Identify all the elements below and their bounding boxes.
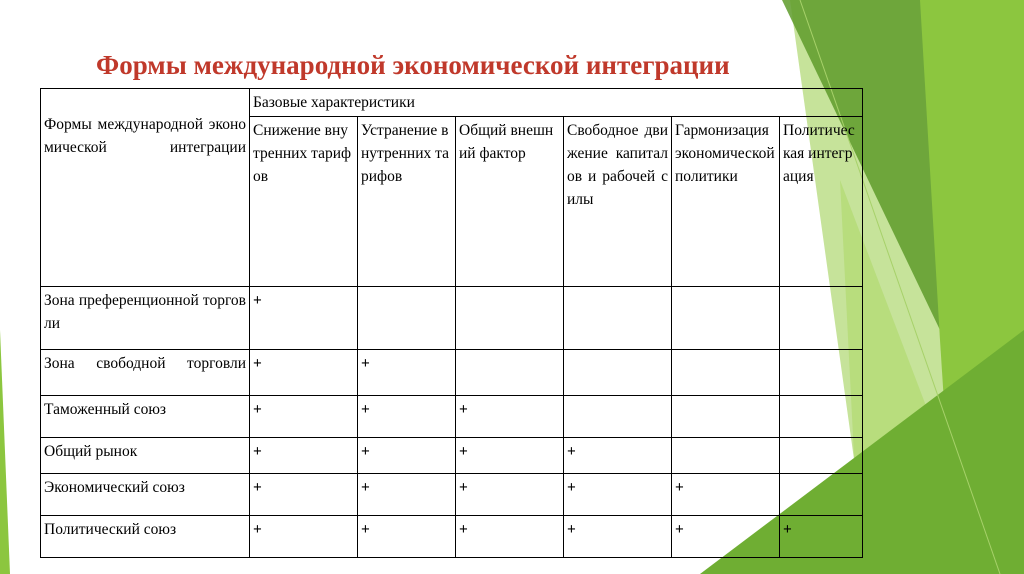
mark-cell: + [250,396,358,438]
mark-cell: + [456,396,564,438]
mark-cell: + [250,516,358,558]
mark-cell [564,350,672,396]
column-header: Устранение внутренних тарифов [358,117,456,287]
row-label: Общий рынок [41,438,250,474]
mark-cell: + [456,438,564,474]
mark-cell [564,287,672,350]
mark-cell: + [780,516,863,558]
mark-cell: + [672,474,780,516]
row-label: Зона преференционной торговли [41,287,250,350]
row-label: Зона свободной торговли [41,350,250,396]
row-label: Экономический союз [41,474,250,516]
mark-cell: + [358,350,456,396]
column-header: Общий внешний фактор [456,117,564,287]
mark-cell [780,350,863,396]
row-label: Политический союз [41,516,250,558]
corner-header: Формы международной экономической интеграции [41,89,250,287]
row-label: Таможенный союз [41,396,250,438]
mark-cell: + [250,287,358,350]
table-row [41,516,863,558]
mark-cell: + [358,438,456,474]
table-row [41,287,863,350]
mark-cell: + [564,438,672,474]
mark-cell [780,396,863,438]
mark-cell [564,396,672,438]
slide-title: Формы международной экономической интеграции [96,50,730,80]
mark-cell [780,438,863,474]
column-header: Свободное движение капиталов и рабочей силы [564,117,672,287]
table-row [41,396,863,438]
integration-forms-table [40,88,863,558]
mark-cell: + [456,516,564,558]
mark-cell: + [358,396,456,438]
mark-cell [672,287,780,350]
mark-cell [780,287,863,350]
table-row [41,474,863,516]
table-row [41,350,863,396]
mark-cell [456,350,564,396]
mark-cell [358,287,456,350]
mark-cell: + [564,474,672,516]
mark-cell [672,438,780,474]
mark-cell: + [564,516,672,558]
mark-cell: + [672,516,780,558]
mark-cell: + [358,516,456,558]
mark-cell [672,350,780,396]
mark-cell: + [456,474,564,516]
column-header: Снижение внутренних тарифов [250,117,358,287]
mark-cell: + [250,474,358,516]
green-shape-left-sliver [0,330,10,574]
table-row [41,438,863,474]
group-header: Базовые характеристики [250,89,863,117]
mark-cell: + [250,438,358,474]
mark-cell: + [358,474,456,516]
column-header: Гармонизация экономической политики [672,117,780,287]
mark-cell [456,287,564,350]
mark-cell: + [250,350,358,396]
mark-cell [780,474,863,516]
mark-cell [672,396,780,438]
column-header: Политическая интеграция [780,117,863,287]
